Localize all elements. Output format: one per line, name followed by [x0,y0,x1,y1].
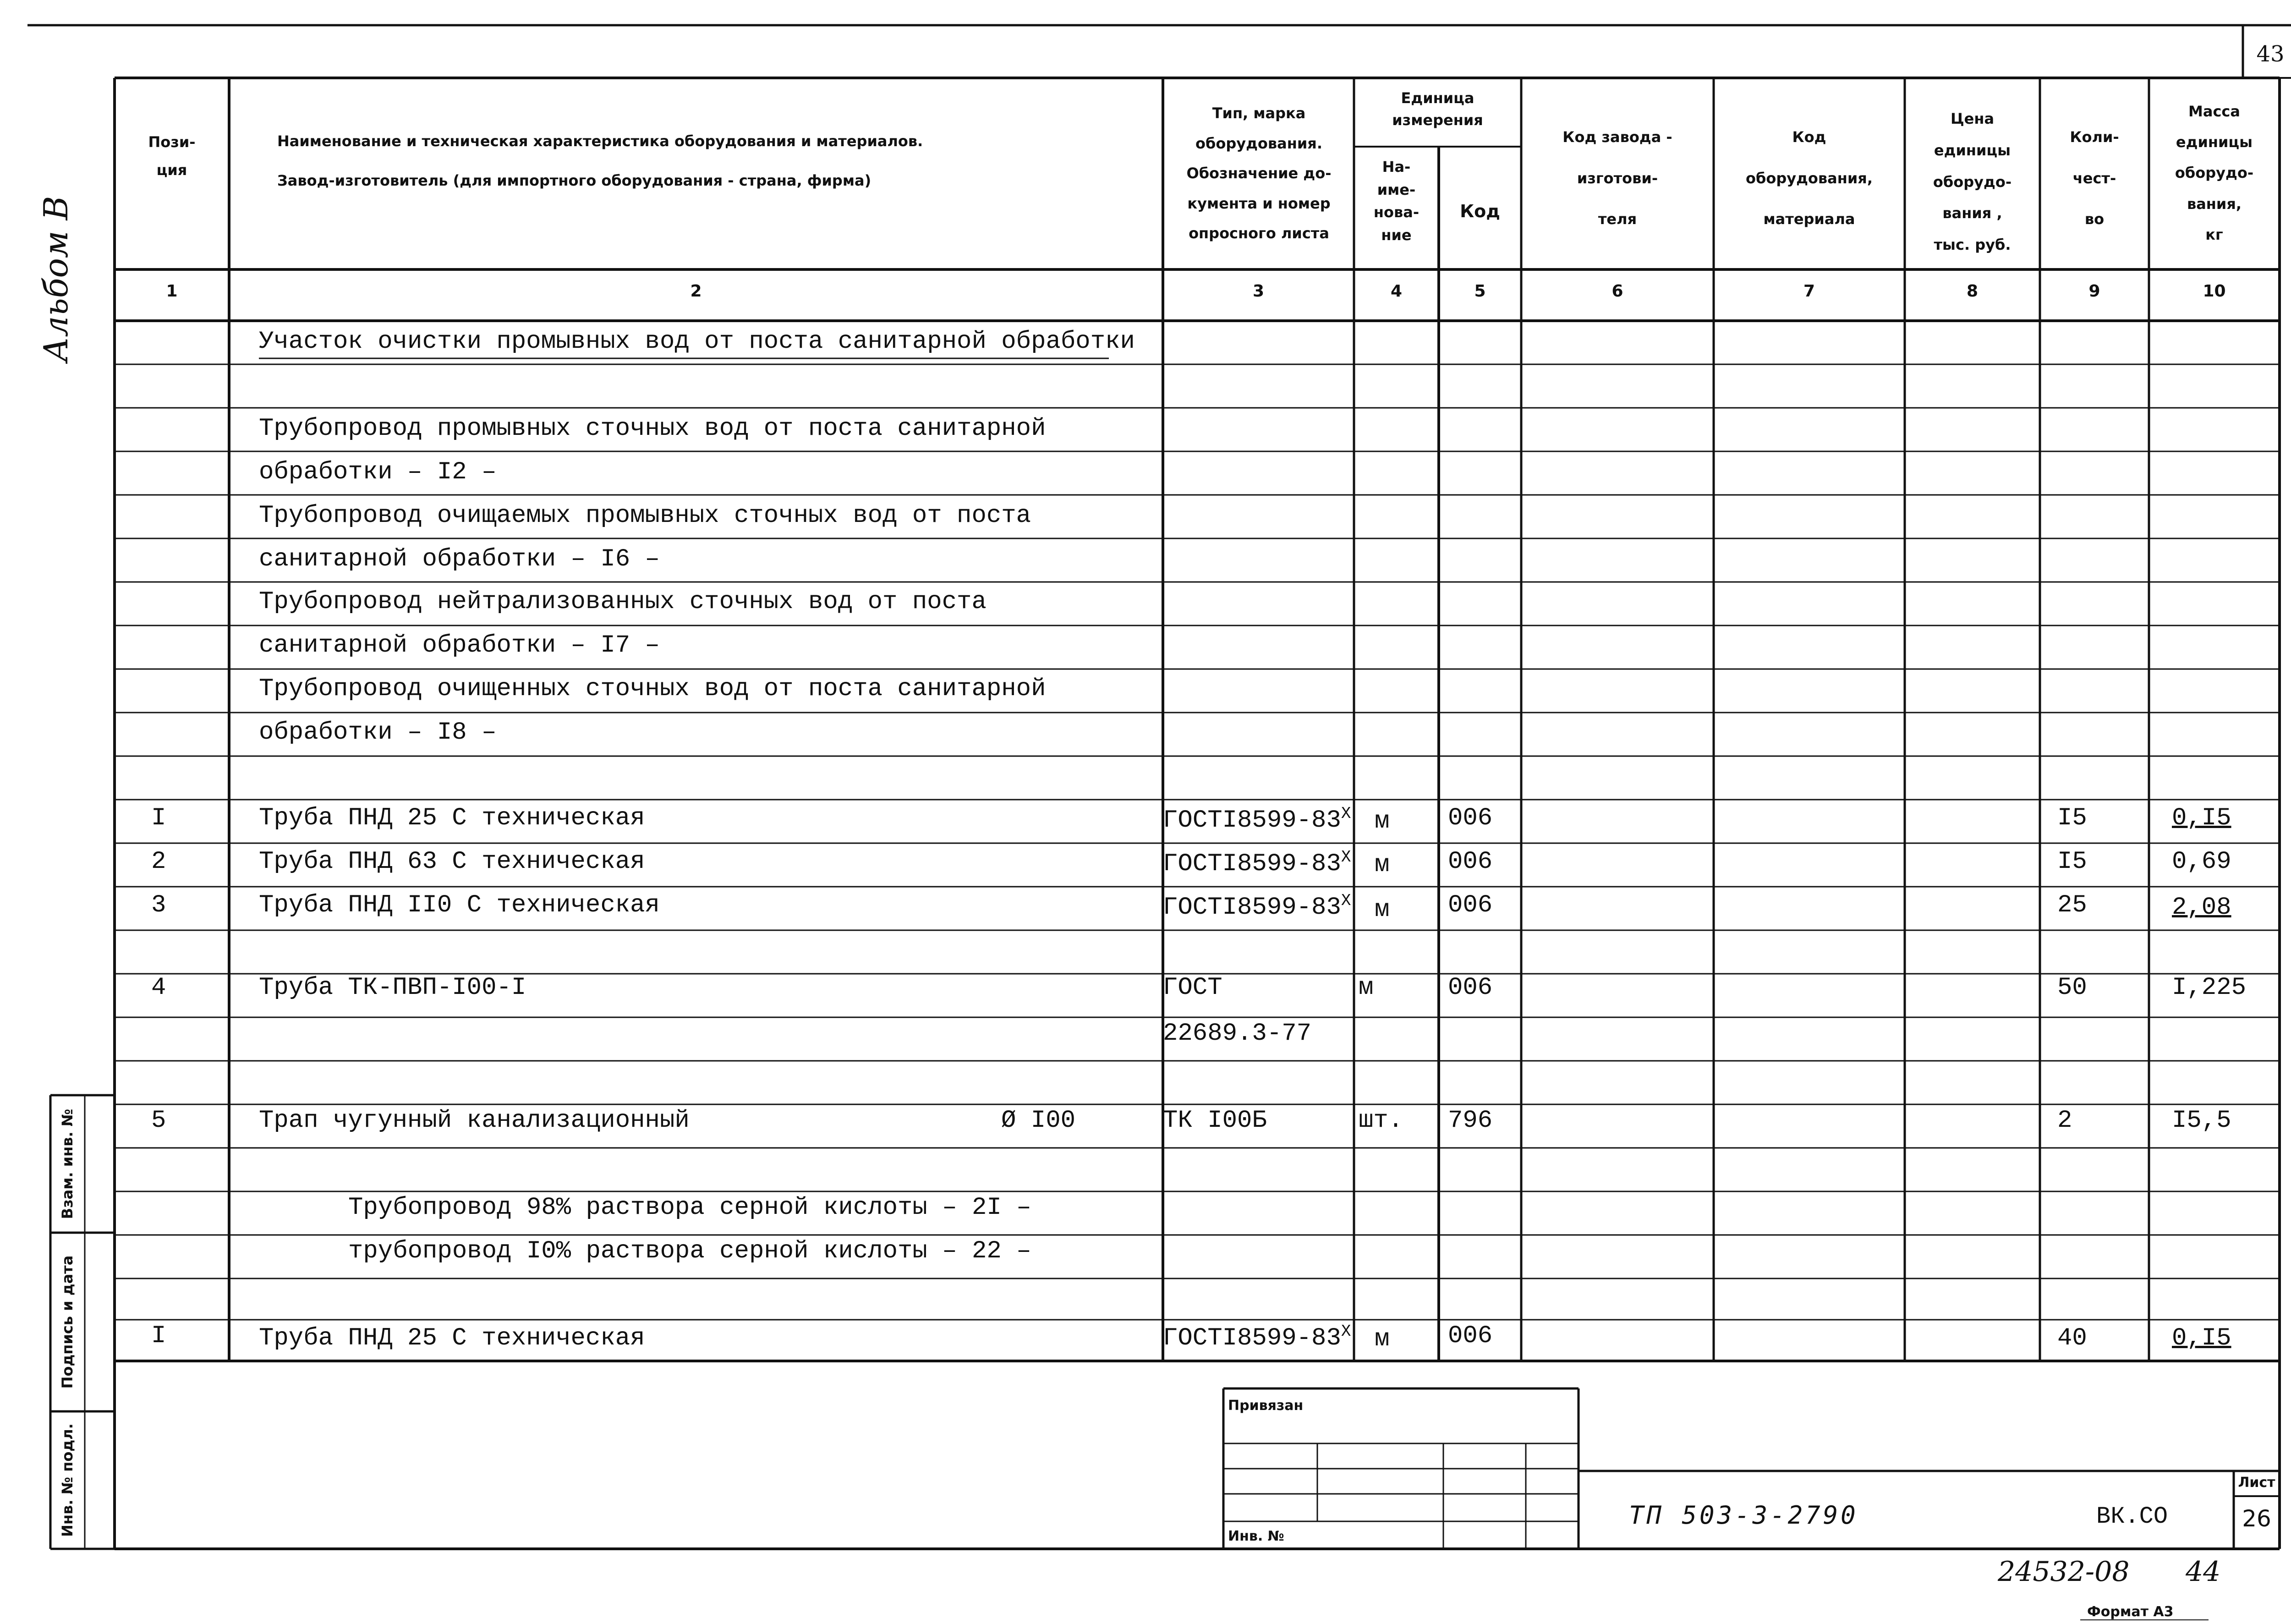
item-quantity: 50 [2057,974,2087,1002]
item-mass: I,225 [2172,974,2247,1002]
stamp-privyazan: Привязан [1228,1398,1304,1414]
col-number: 7 [1803,282,1815,301]
item-name: Трап чугунный канализационный [259,1107,690,1135]
header-factory-code: Код завода - изготови- теля [1562,128,1672,228]
item-position: 4 [151,974,166,1002]
item-name: Труба ТК-ПВП-I00-I [259,974,526,1002]
item-doc-continued: 22689.3-77 [1163,1020,1312,1048]
header-position: Пози- ция [148,133,196,179]
pipeline-line: Трубопровод промывных сточных вод от поста санитарной [259,415,1046,443]
col-number: 2 [690,282,702,301]
item-code: 006 [1448,1322,1493,1350]
col-number: 3 [1252,282,1265,301]
sheet-label: Лист [2238,1475,2275,1491]
item-doc: $ГОСТI8599-83^X$ [1163,1322,1351,1352]
header-quantity: Коли- чест- во [2070,128,2119,228]
item-position: 3 [151,891,166,919]
header-unit-group: Единица измерения [1392,89,1483,129]
acid-pipeline-line: Трубопровод 98% раствора серной кислоты – 2I – [348,1194,1031,1222]
pipeline-line: Трубопровод очищаемых промывных сточных вод от поста [259,502,1031,530]
document-mark: ВК.СО [2096,1503,2168,1530]
item-mass: 0,69 [2172,848,2231,876]
pipeline-line: Трубопровод очищенных сточных вод от поста санитарной [259,675,1046,703]
pipeline-line: санитарной обработки – I6 – [259,545,660,573]
item-unit: шт. [1359,1107,1403,1135]
item-unit: м [1375,1325,1390,1353]
item-code: 006 [1448,974,1493,1002]
header-name: Наименование и техническая характеристика оборудования и материалов. Завод-изготовитель (для импортного оборудования - страна, фирма) [277,132,923,190]
item-mass: 0,I5 [2172,1324,2231,1352]
format-label: Формат А3 [2087,1604,2174,1620]
pipeline-line: санитарной обработки – I7 – [259,631,660,659]
item-quantity: I5 [2057,848,2087,876]
header-mass: Масса единицы оборудо- вания, кг [2175,103,2254,243]
handwritten-page: 44 [2186,1556,2221,1588]
side-label-original-inv: Инв. № подл. [59,1423,76,1537]
item-doc: ГОСТ [1163,974,1222,1002]
item-name: Труба ПНД 25 С техническая [259,1324,645,1352]
item-quantity: 25 [2057,891,2087,919]
item-doc: $ГОСТI8599-83^X$ [1163,891,1351,922]
item-mass: I5,5 [2172,1107,2231,1135]
item-name: Труба ПНД 25 С техническая [259,804,645,832]
item-quantity: 40 [2057,1324,2087,1352]
col-number: 8 [1966,282,1979,301]
item-mass: 2,08 [2172,894,2231,922]
col-number: 6 [1611,282,1623,301]
item-name: Труба ПНД II0 С техническая [259,891,660,919]
side-label-signature-date: Подпись и дата [59,1255,76,1389]
side-label-replacement-inv: Взам. инв. № [59,1108,76,1219]
col-number: 10 [2203,282,2226,301]
col-number: 1 [166,282,178,301]
header-price: Цена единицы оборудо- вания , тыс. руб. [1933,110,2012,254]
header-equipment-code: Код оборудования, материала [1746,128,1873,228]
item-unit: м [1375,851,1390,879]
item-mass: 0,I5 [2172,804,2231,832]
col-number: 4 [1390,282,1403,301]
header-unit-name: На- име- нова- ние [1373,158,1420,244]
item-position: I [151,1322,166,1350]
item-quantity: 2 [2057,1107,2072,1135]
item-doc: $ГОСТI8599-83^X$ [1163,804,1351,834]
pipeline-line: обработки – I8 – [259,719,497,746]
item-code: 006 [1448,804,1493,832]
document-code: ТП 503-3-2790 [1629,1501,1858,1530]
item-unit: м [1359,974,1374,1002]
page-number: 43 [2256,41,2285,67]
col-number: 5 [1474,282,1486,301]
item-doc: $ГОСТI8599-83^X$ [1163,848,1351,878]
item-unit: м [1375,807,1390,835]
header-type: Тип, марка оборудования. Обозначение до- кумента и номер опросного листа [1186,104,1332,242]
acid-pipeline-line: трубопровод I0% раствора серной кислоты – 22 – [348,1237,1031,1265]
album-label: Альбом В [37,196,75,362]
header-unit-code: Код [1460,201,1500,221]
pipeline-line: обработки – I2 – [259,458,497,486]
pipeline-line: Трубопровод нейтрализованных сточных вод от поста [259,588,987,616]
item-unit: м [1375,896,1390,924]
handwritten-number: 24532-08 [1998,1556,2130,1588]
item-position: 2 [151,848,166,876]
item-name: Труба ПНД 63 С техническая [259,848,645,876]
stamp-inv-number: Инв. № [1228,1528,1284,1544]
section-title: Участок очистки промывных вод от поста санитарной обработки [259,328,1135,356]
sheet-number: 26 [2242,1505,2271,1532]
item-position: I [151,804,166,832]
item-diameter: Ø I00 [1001,1107,1076,1135]
item-position: 5 [151,1107,166,1135]
item-quantity: I5 [2057,804,2087,832]
item-code: 006 [1448,891,1493,919]
col-number: 9 [2088,282,2100,301]
item-code: 006 [1448,848,1493,876]
item-code: 796 [1448,1107,1493,1135]
item-doc: ТК I00Б [1163,1107,1267,1135]
